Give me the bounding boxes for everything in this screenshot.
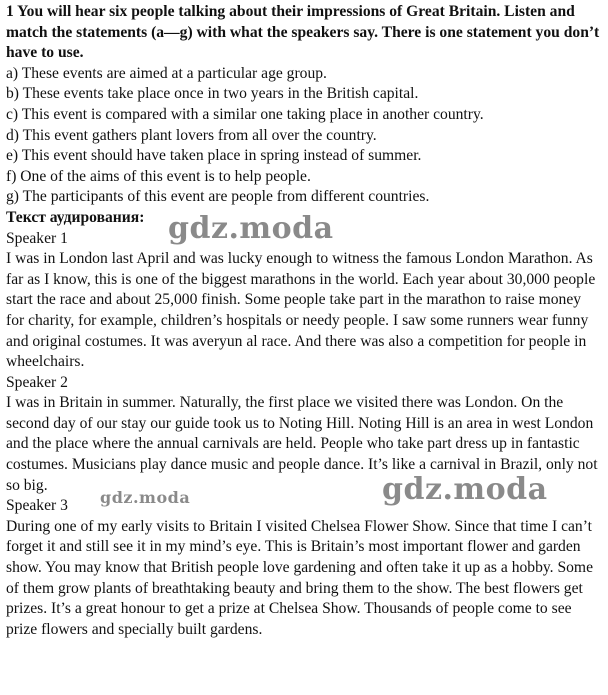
statement-g: g) The participants of this event are people from different countries. xyxy=(6,188,430,206)
statement-b: b) These events take place once in two years in the British capital. xyxy=(6,85,419,103)
speaker-label: Speaker 2 xyxy=(6,373,68,391)
speaker-text: During one of my early visits to Britain I visited Chelsea Flower Show. Since that time I can’t forget it and still see it in my mind’s eye. This is Britain’s most important flower and garden show. You may know that British people love gardening and often take it up as a hobby. Some of them grow plants of breathtaking beauty and bring them to the show. The best flowers get prizes. It’s a great honour to get a prize at Chelsea Show. Thousands of people come to see prize flowers and specially built gardens. xyxy=(6,517,593,638)
speaker-block-1 xyxy=(6,229,602,373)
statement-f: f) One of the aims of this event is to help people. xyxy=(6,167,311,185)
statement-d: d) This event gathers plant lovers from all over the country. xyxy=(6,126,377,144)
watermark: gdz.moda xyxy=(100,488,191,507)
task-heading: 1 You will hear six people talking about their impressions of Great Britain. Listen and match the statements (a—g) with what the speakers say. There is one statement you don’t have to use. xyxy=(6,3,600,62)
speaker-label: Speaker 1 xyxy=(6,229,68,247)
statement-a: a) These events are aimed at a particular age group. xyxy=(6,64,327,82)
speaker-text: I was in London last April and was lucky enough to witness the famous London Marathon. As far as I know, this is one of the biggest marathons in the world. Each year about 30,000 people start the race and about 25,000 finish. Some people take part in the marathon to raise money for charity, for example, children’s hospitals or needy people. I saw some runners wear funny and original costumes. It was averyun al race. And there was also a competition for people in wheelchairs. xyxy=(6,250,596,371)
speaker-text: I was in Britain in summer. Naturally, the first place we visited there was London. On the second day of our stay our guide took us to Noting Hill. Noting Hill is an area in west London and the place where the annual carnivals are held. People who take part dress up in fantastic costumes. Musicians play dance music and people dance. It’s like a carnival in Brazil, only not so big. xyxy=(6,394,598,494)
statements-list xyxy=(6,64,602,208)
speaker-block-3 xyxy=(6,496,602,640)
exercise-page xyxy=(6,2,602,640)
speaker-label: Speaker 3 xyxy=(6,497,68,515)
statement-c: c) This event is compared with a similar one taking place in another country. xyxy=(6,105,484,123)
watermark: gdz.moda xyxy=(168,211,334,246)
transcript-title: Текст аудирования: xyxy=(6,208,145,226)
statement-e: e) This event should have taken place in spring instead of summer. xyxy=(6,147,422,165)
watermark: gdz.moda xyxy=(382,472,548,507)
